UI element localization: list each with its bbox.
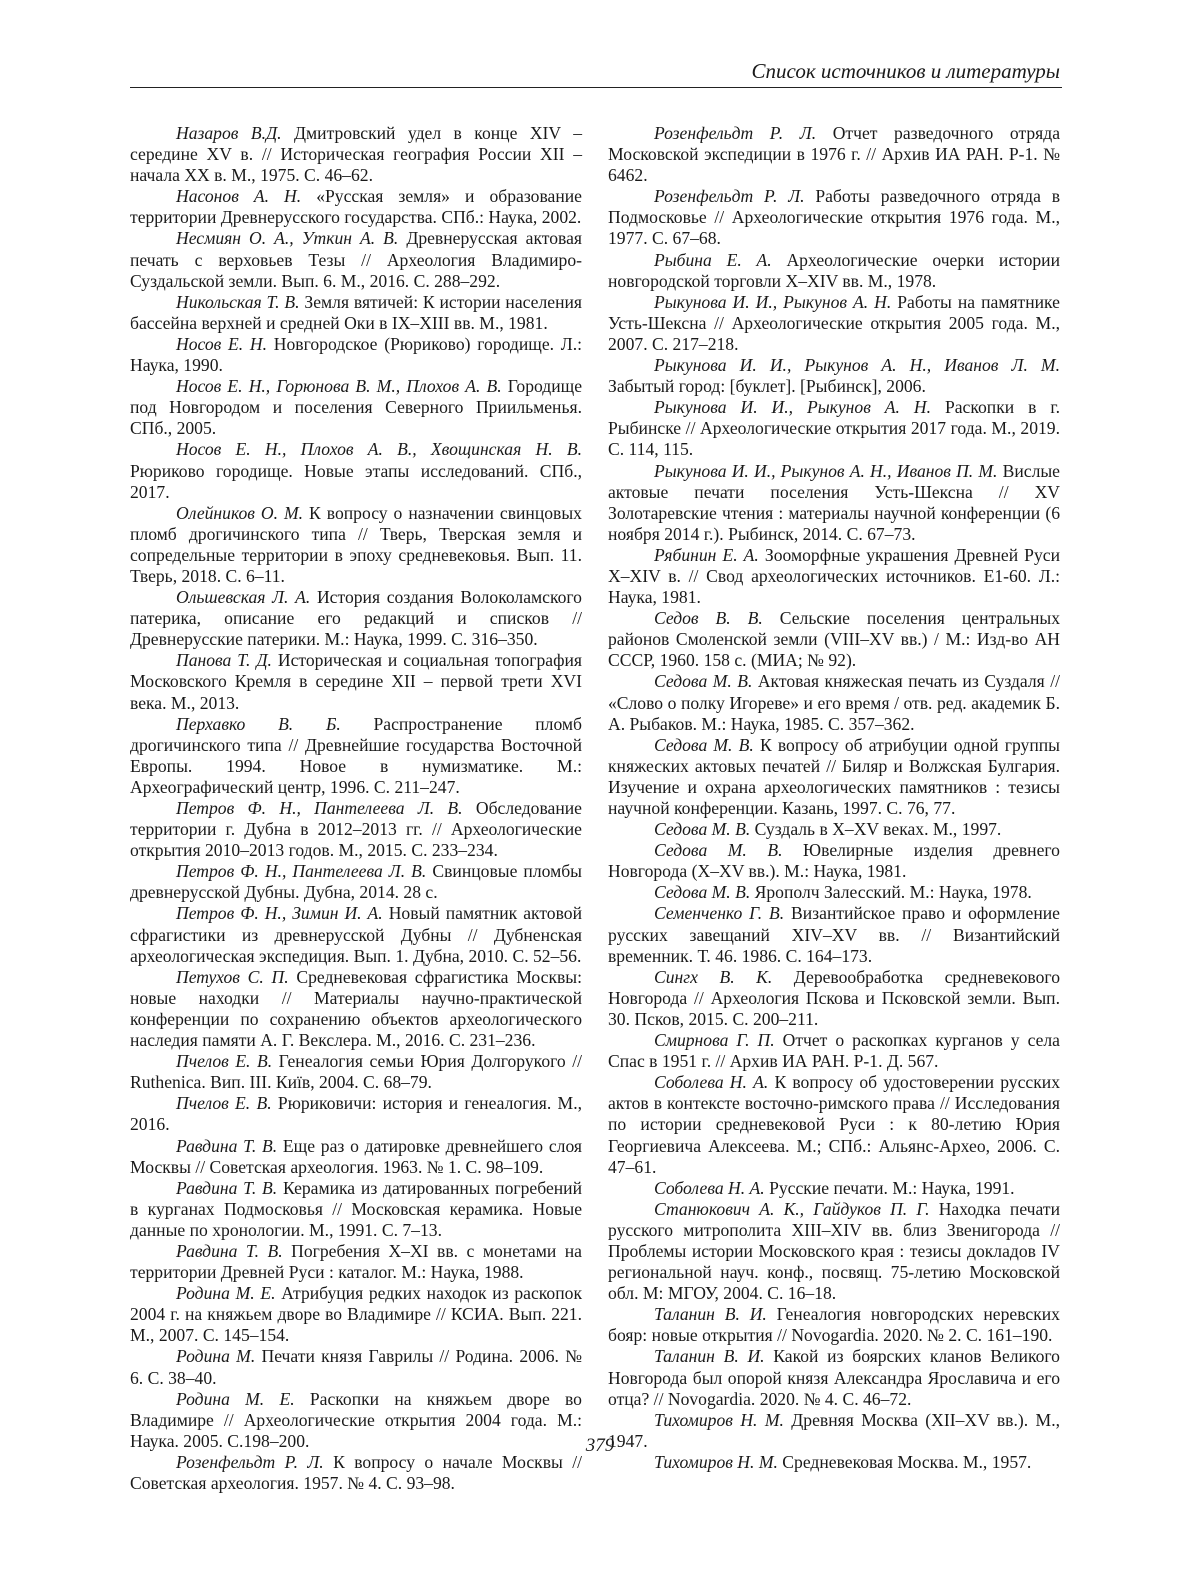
entry-text: Погребения X–XI вв. с монетами на территории Древней Руси : каталог. М.: Наука, 1988. [130,1240,582,1283]
entry-author: Седова М. В. [654,840,783,861]
entry-text: Ювелирные изделия древнего Новгорода (X–XV вв.). М.: Наука, 1981. [608,840,1060,882]
entry-text: Какой из боярских кланов Великого Новгорода был опорой князя Александра Ярославича и его отца? // Novogardia. 2020. № 4. С. 46–72. [608,1346,1060,1409]
entry-text: Зооморфные украшения Древней Руси X–XIV в. // Свод археологических источников. Е1-60. Л.: Наука, 1981. [608,544,1060,608]
entry-text: Византийское право и оформление русских завещаний XIV–XV вв. // Византийский временник. Т. 46. 1986. С. 164–173. [608,903,1060,966]
entry-author: Семенченко Г. В. [654,903,785,924]
entry-author: Рыкунова И. И., Рыкунов А. Н., Иванов Л. М. [654,355,1060,376]
entry-author: Таланин В. И. [654,1346,765,1367]
entry-author: Таланин В. И. [654,1304,767,1325]
bibliography-entry [130,1241,582,1283]
entry-text: Отчет о раскопках курганов у села Спас в 1951 г. // Архив ИА РАН. Р-1. Д. 567. [608,1030,1060,1072]
bibliography-entry [608,1178,1060,1199]
entry-author: Седов В. В. [654,608,763,629]
entry-text: Раскопки в г. Рыбинске // Археологические открытия 2017 года. М., 2019. С. 114, 115. [608,397,1060,460]
entry-author: Носов Е. Н., Горюнова В. М., Плохов А. В. [176,376,502,397]
bibliography-entry [130,1136,582,1178]
entry-text: Керамика из датированных погребений в курганах Подмосковья // Московская керамика. Новые данные по хронологии. М., 1991. С. 7–13. [130,1177,582,1240]
entry-author: Рыкунова И. И., Рыкунов А. Н. [654,291,892,312]
entry-author: Равдина Т. В. [176,1135,278,1156]
entry-author: Соболева Н. А. [654,1177,765,1198]
entry-author: Рябинин Е. А. [654,544,759,565]
bibliography-right-column [608,123,1060,1473]
bibliography-entry [608,123,1060,186]
bibliography-entry [130,334,582,376]
entry-author: Тихомиров Н. М. [654,1451,778,1472]
entry-author: Рыбина Е. А. [654,249,772,270]
bibliography-entry [608,1199,1060,1304]
entry-text: Генеалогия семьи Юрия Долгорукого // Ruthenica. Вип. III. Київ, 2004. С. 68–79. [130,1051,582,1093]
bibliography-entry [130,798,582,861]
entry-author: Пчелов Е. В. [176,1093,272,1114]
bibliography-entry [130,903,582,966]
header-rule [130,87,1062,88]
entry-author: Седова М. В. [654,671,753,692]
entry-author: Розенфельдт Р. Л. [176,1451,324,1472]
entry-text: Печати князя Гаврилы // Родина. 2006. № 6. С. 38–40. [130,1346,582,1388]
bibliography-entry [130,123,582,186]
entry-author: Ольшевская Л. А. [176,587,311,608]
entry-author: Насонов А. Н. [176,186,302,207]
entry-author: Назаров В.Д. [176,123,282,143]
entry-author: Родина М. Е. [176,1283,276,1304]
entry-text: Атрибуция редких находок из раскопок 2004 г. на княжьем дворе во Владимире // КСИА. Вып. 221. М., 2007. С. 145–154. [130,1283,582,1346]
entry-author: Петров Ф. Н., Пантелеева Л. В. [176,798,463,818]
entry-text: Обследование территории г. Дубна в 2012–2013 гг. // Археологические открытия 2010–2013 годов. М., 2015. С. 233–234. [130,798,582,861]
entry-author: Родина М. [176,1346,256,1367]
entry-author: Равдина Т. В. [176,1177,278,1198]
entry-text: Средневековая сфрагистика Москвы: новые находки // Материалы научно-практической конференции по сохранению объектов археологического наследия памяти А. Г. Векслера. М., 2016. С. 231–236. [130,966,583,1051]
bibliography-entry [608,1030,1060,1072]
bibliography-entry [608,735,1060,819]
bibliography-entry [608,397,1060,460]
entry-author: Седова М. В. [654,882,751,903]
entry-text: Рюриковичи: история и генеалогия. М., 2016. [130,1093,582,1135]
entry-text: К вопросу об атрибуции одной группы княжеских актовых печатей // Биляр и Волжская Булгария. Изучение и охрана археологических памятников : тезисы научной конференции. Казань, 1997. С. 76, 77. [608,734,1060,818]
bibliography-entry [608,671,1060,734]
entry-author: Петухов С. П. [176,966,289,987]
entry-author: Тихомиров Н. М. [654,1409,784,1430]
entry-author: Станюкович А. К., Гайдуков П. Г. [654,1198,930,1219]
bibliography-entry [608,903,1060,966]
bibliography-entry [608,840,1060,882]
entry-author: Носов Е. Н. [176,333,268,354]
entry-text: Еще раз о датировке древнейшего слоя Москвы // Советская археология. 1963. № 1. С. 98–109. [130,1135,582,1177]
entry-text: Ярополч Залесский. М.: Наука, 1978. [754,882,1032,903]
entry-text: Находка печати русского митрополита XIII–XIV вв. близ Звенигорода // Проблемы истории Московского края : тезисы докладов IV региональной науч. конф., посвящ. 75-летию Московской обл. М: МГОУ, 2004. С. 16–18. [608,1198,1060,1304]
bibliography-entry [130,861,582,903]
entry-author: Рыкунова И. И., Рыкунов А. Н., Иванов П. М. [654,460,998,481]
entry-text: Свинцовые пломбы древнерусской Дубны. Дубна, 2014. 28 с. [130,861,582,903]
entry-author: Носов Е. Н., Плохов А. В., Хвощинская Н. В. [176,439,582,460]
bibliography-entry [130,1283,582,1346]
entry-text: Новгородское (Рюриково) городище. Л.: Наука, 1990. [130,333,582,376]
entry-text: К вопросу об удостоверении русских актов в контексте восточно-римского права // Исследования по истории средневековой Руси : к 80-летию Юрия Георгиевича Алексеева. М.; СПб.: Альянс-Архео, 2006. С. 47–61. [608,1072,1060,1177]
entry-text: Новый памятник актовой сфрагистики из древнерусской Дубны // Дубненская археологическая экспедиция. Вып. 1. Дубна, 2010. С. 52–56. [130,903,582,966]
bibliography-entry [608,292,1060,355]
bibliography-entry [130,650,582,713]
entry-text: Актовая княжеская печать из Суздаля // «Слово о полку Игореве» и его время / отв. ред. академик Б. А. Рыбаков. М.: Наука, 1985. С. 357–362. [608,671,1060,734]
bibliography-entry [608,608,1060,671]
bibliography-entry [130,967,582,1051]
entry-author: Рыкунова И. И., Рыкунов А. Н. [654,397,931,418]
entry-text: Земля вятичей: К истории населения бассейна верхней и средней Оки в IX–XIII вв. М., 1981. [130,291,582,333]
entry-author: Родина М. Е. [176,1388,295,1409]
bibliography-entry [130,587,582,650]
entry-author: Сингх В. К. [654,966,773,987]
entry-author: Пчелов Е. В. [176,1051,273,1072]
entry-text: Деревообработка средневекового Новгорода // Археология Пскова и Псковской земли. Вып. 30. Псков, 2015. С. 200–211. [608,966,1060,1029]
entry-author: Равдина Т. В. [176,1240,283,1261]
bibliography-entry [608,967,1060,1030]
bibliography-entry [130,186,582,228]
bibliography-left-column [130,123,582,1494]
running-head: Список источников и литературы [751,59,1060,83]
entry-text: К вопросу о начале Москвы // Советская археология. 1957. № 4. С. 93–98. [130,1451,582,1493]
entry-text: Распространение пломб дрогичинского типа // Древнейшие государства Восточной Европы. 1994. Новое в нумизматике. М.: Археографический центр, 1996. С. 211–247. [130,713,582,797]
bibliography-entry [608,355,1060,397]
bibliography-entry [608,186,1060,249]
bibliography-entry [608,1072,1060,1177]
entry-text: Археологические очерки истории новгородской торговли X–XIV вв. М., 1978. [608,249,1061,291]
entry-text: Историческая и социальная топография Московского Кремля в середине XII – первой трети XVI века. М., 2013. [130,650,582,713]
entry-author: Розенфельдт Р. Л. [654,186,805,207]
entry-author: Перхавко В. Б. [176,713,341,734]
bibliography-entry [608,461,1060,545]
entry-author: Седова М. В. [654,734,754,755]
entry-text: Работы разведочного отряда в Подмосковье // Археологические открытия 1976 года. М., 1977. С. 67–68. [608,186,1060,249]
entry-text: К вопросу о назначении свинцовых пломб дрогичинского типа // Тверь, Тверская земля и сопредельные территории в эпоху средневековья. Вып. 11. Тверь, 2018. С. 6–11. [130,502,582,586]
entry-text: Раскопки на княжьем дворе во Владимире // Археологические открытия 2004 года. М.: Наука. 2005. С.198–200. [130,1388,582,1451]
entry-author: Петров Ф. Н., Зимин И. А. [176,903,383,924]
bibliography-entry [130,503,582,587]
bibliography-entry [130,439,582,502]
entry-text: Древнерусская актовая печать с верховьев Тезы // Археология Владимиро-Суздальской земли. Вып. 6. М., 2016. С. 288–292. [130,228,582,291]
entry-author: Смирнова Г. П. [654,1030,775,1051]
entry-author: Олейников О. М. [176,502,304,523]
bibliography-entry [130,1178,582,1241]
entry-text: Древняя Москва (XII–XV вв.). М., 1947. [608,1409,1060,1451]
bibliography-entry [608,545,1060,608]
entry-text: История создания Волоколамского патерика, описание его редакций и списков // Древнерусские патерики. М.: Наука, 1999. С. 316–350. [130,587,582,650]
entry-author: Никольская Т. В. [176,291,300,312]
entry-author: Несмиян О. А., Уткин А. В. [176,228,399,249]
entry-text: Забытый город: [буклет]. [Рыбинск], 2006. [608,376,926,397]
bibliography-entry [130,292,582,334]
bibliography-entry [130,1093,582,1135]
bibliography-entry [608,882,1060,903]
bibliography-entry [608,1346,1060,1409]
entry-text: Отчет разведочного отряда Московской экспедиции в 1976 г. // Архив ИА РАН. Р-1. № 6462. [608,123,1061,186]
entry-author: Панова Т. Д. [176,650,272,671]
entry-text: Генеалогия новгородских неревских бояр: новые открытия // Novogardia. 2020. № 2. С. 161–190. [608,1304,1060,1346]
bibliography-entry [130,1051,582,1093]
entry-text: Вислые актовые печати поселения Усть-Шексна // XV Золотаревские чтения : материалы научной конференции (6 ноября 2014 г.). Рыбинск, 2014. С. 67–73. [608,460,1060,544]
entry-author: Седова М. В. [654,819,751,840]
entry-text: «Русская земля» и образование территории Древнерусского государства. СПб.: Наука, 2002. [130,186,582,228]
entry-text: Сельские поселения центральных районов Смоленской земли (VIII–XV вв.) / М.: Изд-во АН СССР, 1960. 158 с. (МИА; № 92). [608,608,1061,671]
bibliography-entry [608,1304,1060,1346]
bibliography-entry [130,1452,582,1494]
bibliography-entry [130,376,582,439]
bibliography-entry [608,250,1060,292]
entry-text: Русские печати. М.: Наука, 1991. [769,1177,1015,1198]
page-number: 379 [585,1435,615,1456]
entry-author: Петров Ф. Н., Пантелеева Л. В. [176,861,427,882]
entry-text: Работы на памятнике Усть-Шексна // Археологические открытия 2005 года. М., 2007. С. 217–218. [608,291,1060,354]
entry-author: Розенфельдт Р. Л. [654,123,817,143]
bibliography-entry [130,714,582,798]
entry-text: Суздаль в X–XV веках. М., 1997. [754,819,1002,840]
bibliography-entry [608,819,1060,840]
entry-text: Городище под Новгородом и поселения Северного Приильменья. СПб., 2005. [130,376,583,439]
entry-text: Дмитровский удел в конце XIV – середине XV в. // Историческая география России XII – начала XX в. М., 1975. С. 46–62. [130,123,583,186]
entry-text: Средневековая Москва. М., 1957. [782,1451,1032,1472]
entry-text: Рюриково городище. Новые этапы исследований. СПб., 2017. [130,460,582,502]
bibliography-entry [130,228,582,291]
bibliography-entry [130,1346,582,1388]
entry-author: Соболева Н. А. [654,1072,769,1093]
